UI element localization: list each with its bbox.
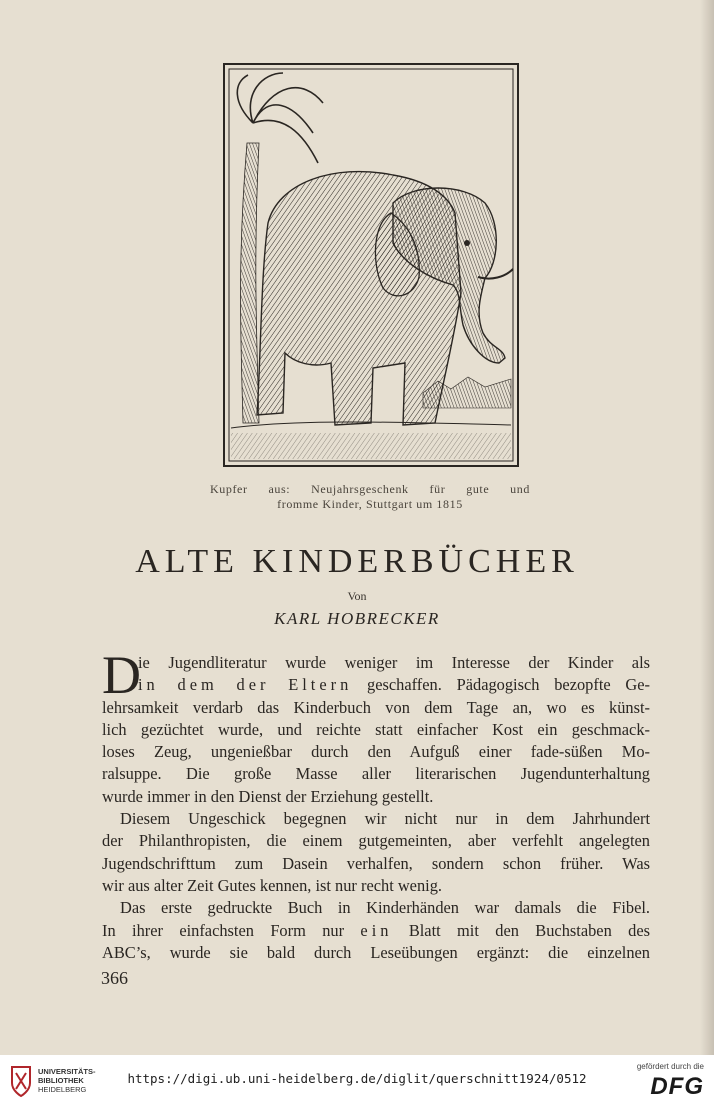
text-line: Das erste gedruckte Buch in Kinderhänden war damals die Fibel.: [120, 898, 650, 918]
text-line: Diesem Ungeschick begegnen wir nicht nur in dem Jahrhundert: [120, 809, 650, 829]
text-line: [102, 920, 650, 942]
figure-caption: [210, 482, 530, 512]
text-line: ie Jugendliteratur wurde weniger im Interesse der Kinder als: [138, 653, 650, 672]
text-line: Jugendschrifttum zum Dasein verhalfen, sondern schon früher. Was: [102, 853, 650, 873]
byline-prefix: Von: [347, 589, 367, 603]
text-segment: geschaffen. Pädagogisch bezopfte Ge-: [352, 675, 650, 695]
elephant-engraving: [223, 63, 519, 468]
library-line-2: BIBLIOTHEK: [38, 1076, 84, 1085]
library-line-3: HEIDELBERG: [38, 1085, 87, 1094]
text-line: ralsuppe. Die große Masse aller literarischen Jugendunterhaltung: [102, 764, 650, 784]
permalink-url[interactable]: https://digi.ub.uni-heidelberg.de/diglit/querschnitt1924/0512: [127, 1071, 587, 1086]
text-line: der Philanthropisten, die einem gutgemeinten, aber verfehlt angelegten: [102, 831, 650, 851]
text-segment: In ihrer einfachsten Form nur: [102, 920, 361, 940]
dfg-logo[interactable]: DFG: [650, 1073, 704, 1100]
funding-note: gefördert durch die: [636, 1062, 704, 1071]
spaced-word: ein: [360, 920, 393, 940]
text-segment: Blatt mit den Buchstaben des: [392, 920, 650, 940]
article-body: [102, 645, 650, 964]
drop-cap: D: [102, 645, 141, 705]
text-line: wir aus alter Zeit Gutes kennen, ist nur recht wenig.: [102, 875, 443, 895]
text-line: [102, 674, 650, 696]
page-edge-shadow: [700, 0, 714, 1055]
text-line: lehrsamkeit verdarb das Kinderbuch von dem Tage an, wo es künst-: [102, 697, 650, 717]
page-number: 366: [101, 968, 128, 988]
text-line: loses Zeug, ungenießbar durch den Aufguß einer fade-süßen Mo-: [102, 742, 650, 762]
text-line: ABC’s, wurde sie bald durch Leseübungen ergänzt: die einzelnen: [102, 942, 650, 962]
spaced-phrase: in dem der Eltern: [138, 675, 353, 695]
caption-line-2: fromme Kinder, Stuttgart um 1815: [277, 497, 463, 511]
library-line-1: UNIVERSITÄTS-: [38, 1067, 96, 1076]
caption-line-1: Kupfer aus: Neujahrsgeschenk für gute und: [210, 482, 530, 496]
author-name: KARL HOBRECKER: [274, 609, 440, 628]
text-line: lich gezüchtet wurde, und reichte statt einfacher Kost ein geschmack-: [102, 719, 650, 739]
article-title: ALTE KINDERBÜCHER: [135, 543, 579, 580]
viewer-footer: [0, 1055, 714, 1107]
text-line: wurde immer in den Dienst der Erziehung gestellt.: [102, 786, 434, 806]
